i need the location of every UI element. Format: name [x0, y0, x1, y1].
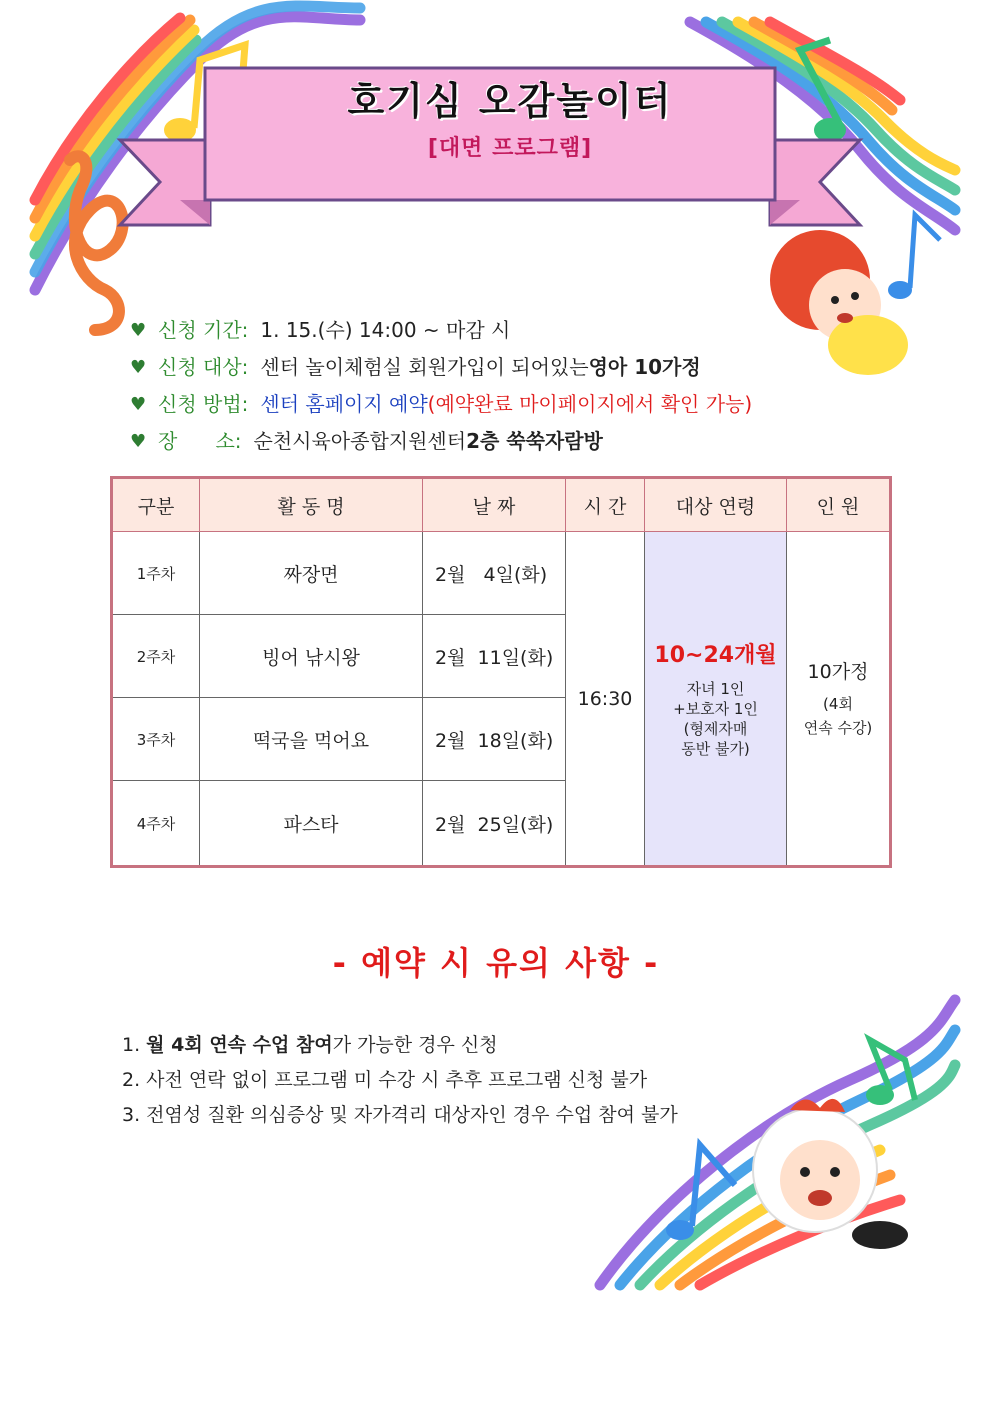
- column-header: 대상 연령: [645, 478, 787, 532]
- age-note-line: 동반 불가): [681, 740, 750, 758]
- page-subtitle: [대면 프로그램]: [427, 136, 593, 161]
- heart-icon: ♥: [130, 431, 147, 452]
- schedule-table: [110, 476, 892, 868]
- column-header: 구분: [112, 478, 200, 532]
- column-header: 시 간: [566, 478, 645, 532]
- page-title: 호기심 오감놀이터: [347, 79, 673, 123]
- capacity-note-line: 연속 수강): [803, 719, 873, 737]
- application-info: [130, 312, 850, 460]
- capacity-note: [788, 692, 888, 740]
- age-range: 10~24개월: [654, 643, 777, 668]
- info-value: 센터 놀이체험실 회원가입이 되어있는: [260, 355, 589, 379]
- item-text: 가 가능한 경우 신청: [332, 1034, 498, 1056]
- notice-list: [122, 1028, 678, 1133]
- column-header: 활 동 명: [200, 478, 423, 532]
- list-item: [122, 1098, 678, 1133]
- table-row: [112, 532, 891, 615]
- week-cell: 3주차: [112, 698, 200, 781]
- item-number: 2.: [122, 1069, 147, 1091]
- item-number: 1.: [122, 1034, 147, 1056]
- activity-cell: 떡국을 먹어요: [200, 698, 423, 781]
- list-item: [122, 1063, 678, 1098]
- age-note: [646, 679, 785, 759]
- week-cell: 4주차: [112, 781, 200, 867]
- homepage-reservation-text: 센터 홈페이지 예약: [260, 392, 428, 416]
- age-cell: [645, 532, 787, 867]
- heart-icon: ♥: [130, 357, 147, 378]
- age-note-line: (형제자매: [683, 720, 748, 738]
- info-value-strong: 영아 10가정: [588, 355, 701, 379]
- list-item: [122, 1028, 678, 1063]
- item-text: 사전 연락 없이 프로그램 미 수강 시 추후 프로그램 신청 불가: [146, 1069, 648, 1091]
- column-header: 날 짜: [423, 478, 566, 532]
- title-block: [215, 70, 805, 162]
- date-cell: 2월 4일(화): [423, 532, 566, 615]
- activity-cell: 파스타: [200, 781, 423, 867]
- info-value: 순천시육아종합지원센터: [253, 429, 467, 453]
- table-header-row: [112, 478, 891, 532]
- date-cell: 2월 18일(화): [423, 698, 566, 781]
- info-label: 신청 방법:: [158, 392, 249, 416]
- capacity-count: 10가정: [807, 661, 869, 683]
- info-period: [130, 312, 850, 349]
- heart-icon: ♥: [130, 320, 147, 341]
- item-number: 3.: [122, 1104, 147, 1126]
- info-label: 신청 기간:: [158, 318, 249, 342]
- info-place: [130, 423, 850, 460]
- time-cell: 16:30: [566, 532, 645, 867]
- age-note-line: +보호자 1인: [673, 700, 758, 718]
- info-value: 1. 15.(수) 14:00 ~ 마감 시: [260, 318, 511, 342]
- heart-icon: ♥: [130, 394, 147, 415]
- info-value-strong: 2층 쑥쑥자람방: [466, 429, 603, 453]
- age-note-line: 자녀 1인: [686, 680, 745, 698]
- date-cell: 2월 25일(화): [423, 781, 566, 867]
- activity-cell: 짜장면: [200, 532, 423, 615]
- date-cell: 2월 11일(화): [423, 615, 566, 698]
- mypage-confirm-text: (예약완료 마이페이지에서 확인 가능): [427, 392, 753, 416]
- info-method: [130, 386, 850, 423]
- info-label: 신청 대상:: [158, 355, 249, 379]
- notice-title: - 예약 시 유의 사항 -: [332, 944, 660, 982]
- week-cell: 1주차: [112, 532, 200, 615]
- capacity-note-line: (4회: [823, 695, 853, 713]
- capacity-cell: [787, 532, 891, 867]
- activity-cell: 빙어 낚시왕: [200, 615, 423, 698]
- info-target: [130, 349, 850, 386]
- week-cell: 2주차: [112, 615, 200, 698]
- info-label: 장 소:: [158, 429, 242, 453]
- item-text: 전염성 질환 의심증상 및 자가격리 대상자인 경우 수업 참여 불가: [146, 1104, 678, 1126]
- column-header: 인 원: [787, 478, 891, 532]
- item-bold-text: 월 4회 연속 수업 참여: [146, 1034, 333, 1056]
